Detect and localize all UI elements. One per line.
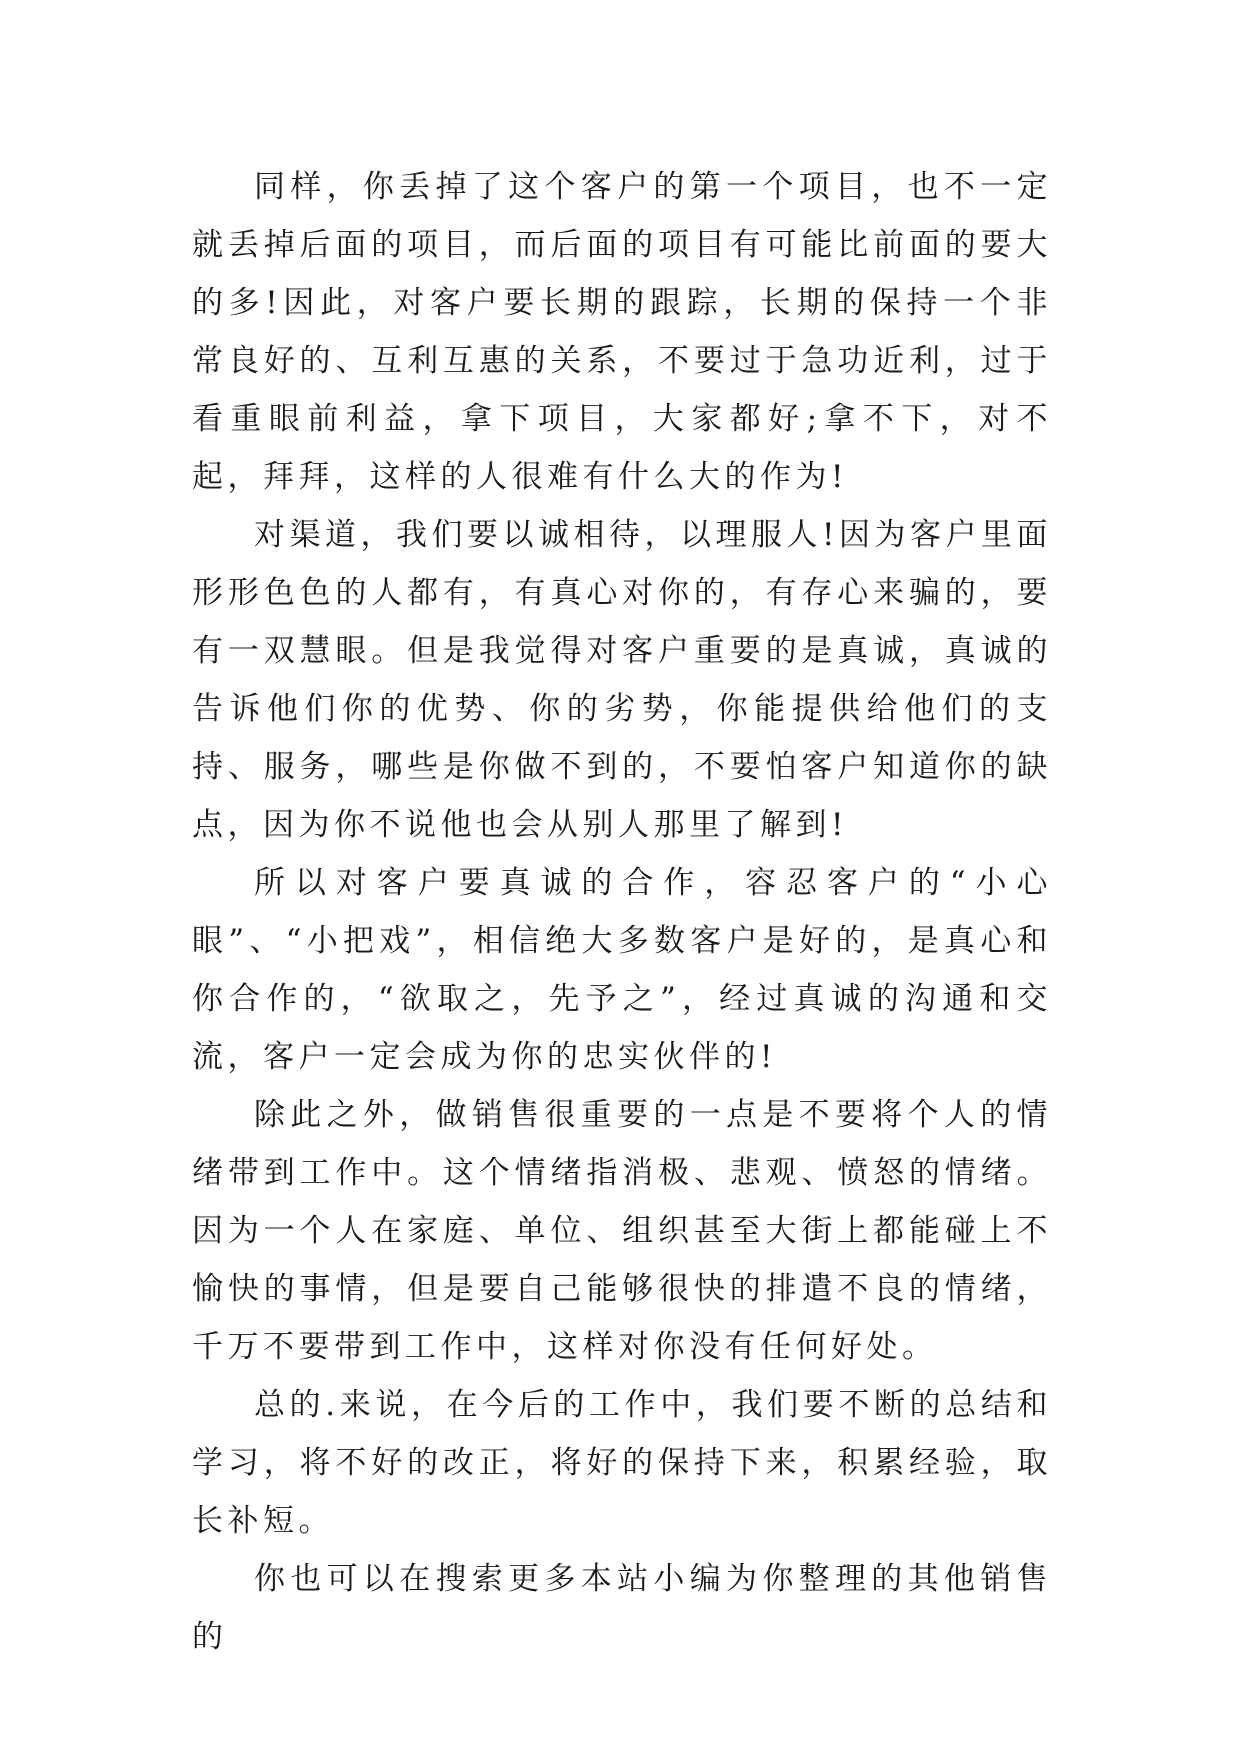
paragraph-5: 总的.来说，在今后的工作中，我们要不断的总结和学习，将不好的改正，将好的保持下来，积累经验，取长补短。 [192, 1387, 1052, 1539]
document-body [192, 158, 1052, 1666]
paragraph-3: 所以对客户要真诚的合作，容忍客户的“小心眼”、“小把戏”，相信绝大多数客户是好的，是真心和你合作的，“欲取之，先予之”，经过真诚的沟通和交流，客户一定会成为你的忠实伙伴的! [192, 865, 1052, 1075]
paragraph-2: 对渠道，我们要以诚相待，以理服人!因为客户里面形形色色的人都有，有真心对你的，有存心来骗的，要有一双慧眼。但是我觉得对客户重要的是真诚，真诚的告诉他们你的优势、你的劣势，你能提供给他们的支持、服务，哪些是你做不到的，不要怕客户知道你的缺点，因为你不说他也会从别人那里了解到! [192, 517, 1052, 843]
paragraph-4: 除此之外，做销售很重要的一点是不要将个人的情绪带到工作中。这个情绪指消极、悲观、愤怒的情绪。因为一个人在家庭、单位、组织甚至大街上都能碰上不愉快的事情，但是要自己能够很快的排遣不良的情绪，千万不要带到工作中，这样对你没有任何好处。 [192, 1097, 1052, 1365]
paragraph-1: 同样，你丢掉了这个客户的第一个项目，也不一定就丢掉后面的项目，而后面的项目有可能比前面的要大的多!因此，对客户要长期的跟踪，长期的保持一个非常良好的、互利互惠的关系，不要过于急功近利，过于看重眼前利益，拿下项目，大家都好;拿不下，对不起，拜拜，这样的人很难有什么大的作为! [192, 169, 1052, 495]
paragraph-6: 你也可以在搜索更多本站小编为你整理的其他销售的 [192, 1561, 1052, 1655]
